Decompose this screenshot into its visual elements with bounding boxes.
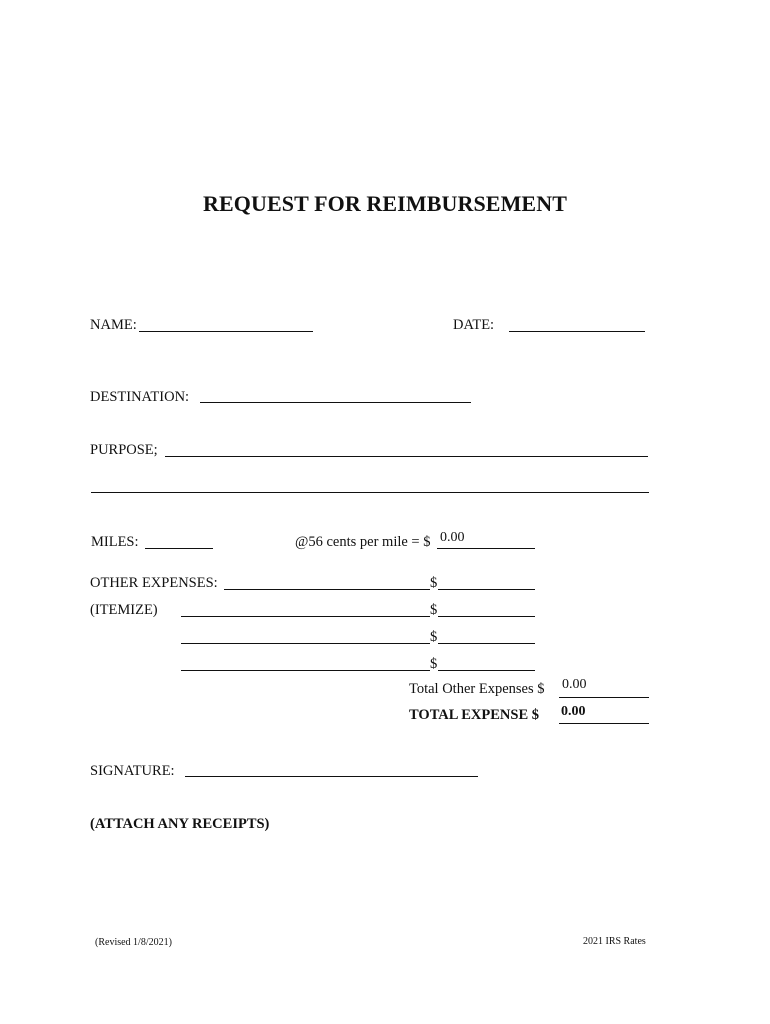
purpose-field-line-2[interactable]: [91, 492, 649, 493]
purpose-label: PURPOSE;: [90, 442, 158, 458]
signature-label: SIGNATURE:: [90, 763, 175, 779]
other-expense-description-2[interactable]: [181, 616, 430, 617]
total-other-expenses-field[interactable]: 0.00: [562, 677, 587, 692]
other-expense-description-4[interactable]: [181, 670, 430, 671]
total-other-expenses-label: Total Other Expenses $: [409, 681, 545, 697]
name-field[interactable]: [139, 331, 313, 332]
other-expense-description-3[interactable]: [181, 643, 430, 644]
total-expense-field[interactable]: 0.00: [561, 704, 586, 719]
name-label: NAME:: [90, 317, 137, 333]
other-expense-amount-4[interactable]: [438, 670, 535, 671]
date-field[interactable]: [509, 331, 645, 332]
mileage-rate-label: @56 cents per mile = $: [295, 534, 431, 550]
itemize-label: (ITEMIZE): [90, 602, 158, 618]
dollar-sign: $: [430, 602, 438, 618]
total-other-expenses-underline: [559, 697, 649, 698]
date-label: DATE:: [453, 317, 495, 333]
mileage-amount-field[interactable]: 0.00: [440, 530, 465, 545]
miles-label: MILES:: [91, 534, 139, 550]
other-expense-description-1[interactable]: [224, 589, 430, 590]
attach-receipts-note: (ATTACH ANY RECEIPTS): [90, 816, 270, 832]
other-expense-amount-2[interactable]: [438, 616, 535, 617]
total-expense-label: TOTAL EXPENSE $: [409, 707, 540, 723]
dollar-sign: $: [430, 575, 438, 591]
destination-field[interactable]: [200, 402, 471, 403]
other-expenses-label: OTHER EXPENSES:: [90, 575, 218, 591]
other-expense-amount-1[interactable]: [438, 589, 535, 590]
dollar-sign: $: [430, 656, 438, 672]
irs-rates-note: 2021 IRS Rates: [583, 936, 646, 947]
other-expense-amount-3[interactable]: [438, 643, 535, 644]
total-expense-underline: [559, 723, 649, 724]
form-title: REQUEST FOR REIMBURSEMENT: [203, 191, 567, 216]
destination-label: DESTINATION:: [90, 389, 190, 405]
purpose-field-line-1[interactable]: [165, 456, 648, 457]
signature-field[interactable]: [185, 776, 478, 777]
miles-field[interactable]: [145, 548, 213, 549]
mileage-amount-underline: [437, 548, 535, 549]
dollar-sign: $: [430, 629, 438, 645]
revised-note: (Revised 1/8/2021): [95, 937, 172, 948]
